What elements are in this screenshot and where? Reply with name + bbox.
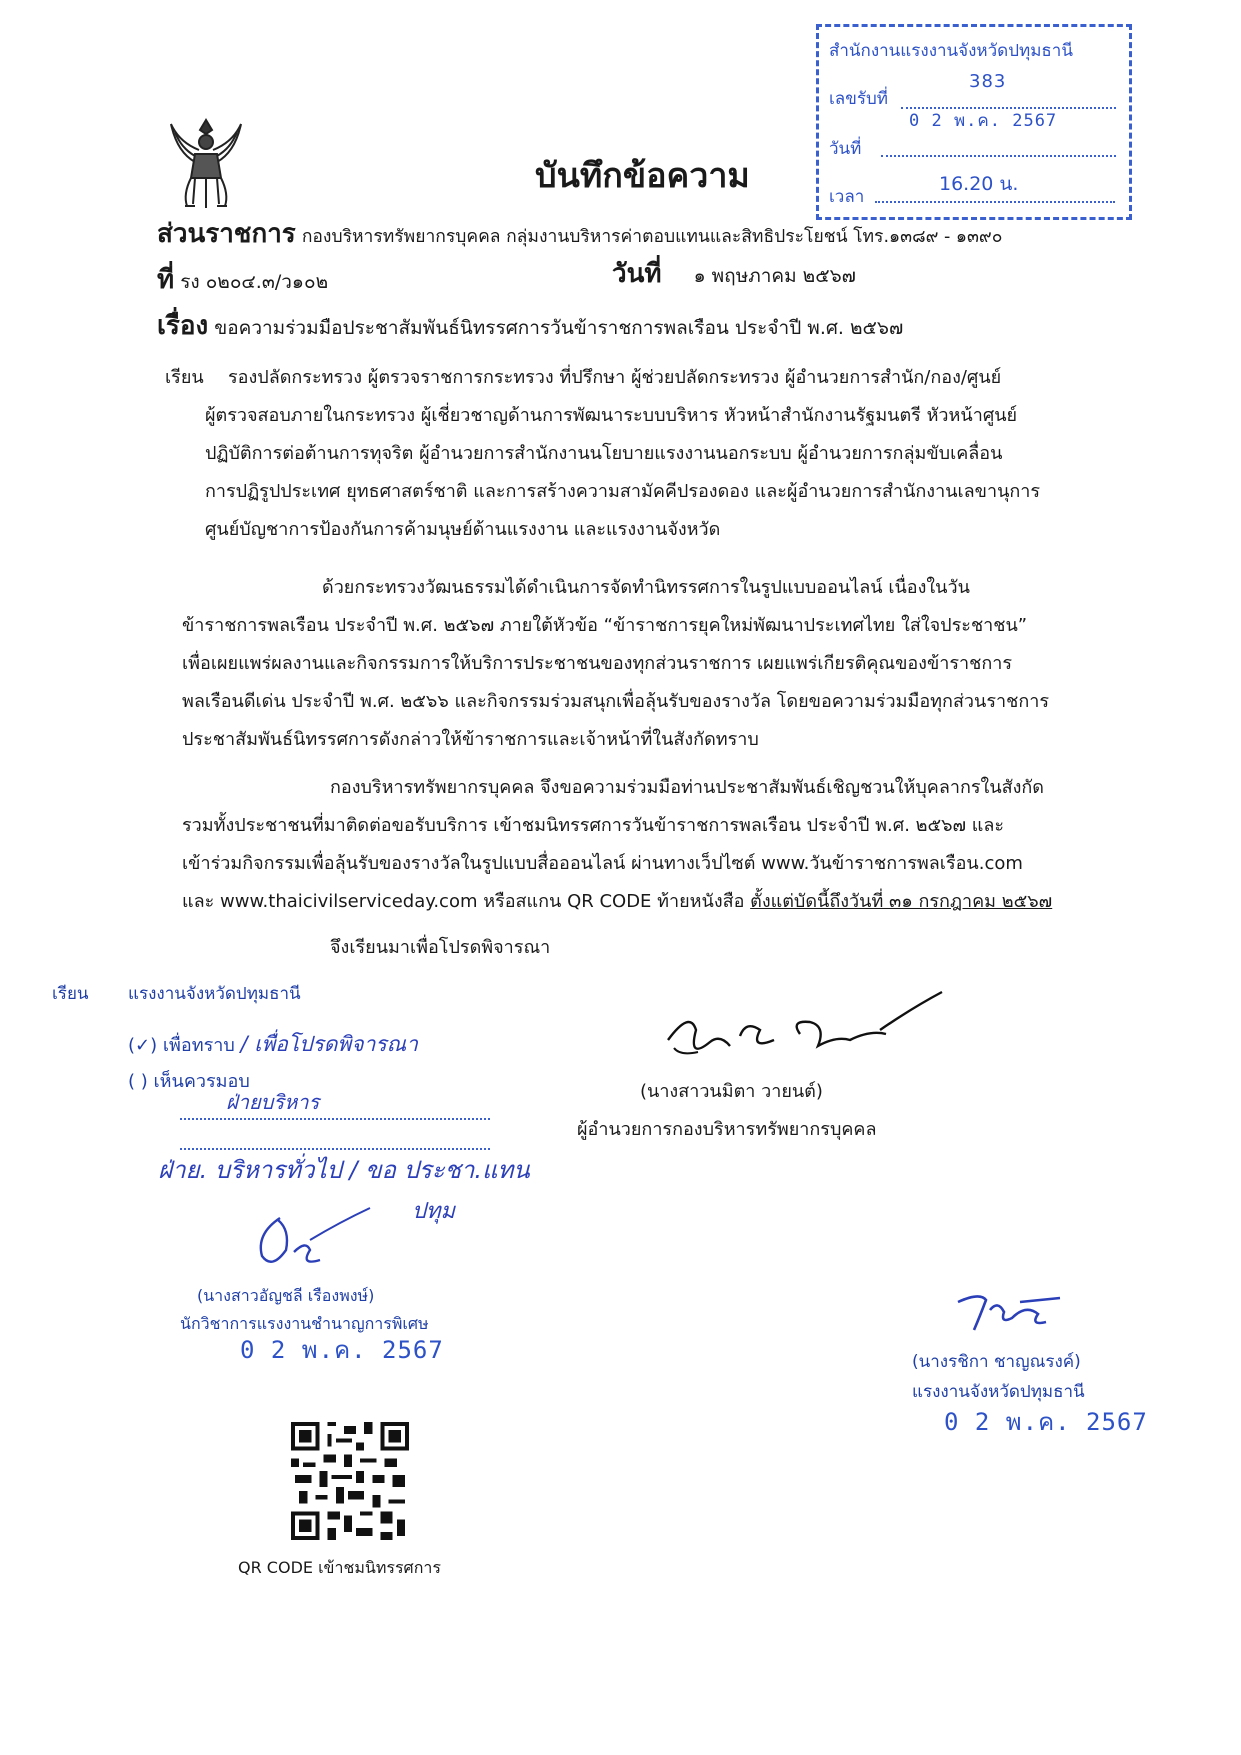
opt1-note: / เพื่อโปรดพิจารณา bbox=[240, 1032, 418, 1056]
routing-note-line-2: ปทุม bbox=[412, 1199, 455, 1224]
routing-to-label: เรียน bbox=[52, 984, 89, 1004]
opt1-label: เพื่อทราบ bbox=[162, 1035, 235, 1056]
para1-line-3: เพื่อเผยแพร่ผลงานและกิจกรรมการให้บริการประชาชนของทุกส่วนราชการ เผยแพร่เกียรติคุณของข้าราชการ bbox=[182, 653, 1013, 674]
director-signature-icon bbox=[650, 990, 950, 1080]
ref-label: ที่ bbox=[157, 265, 175, 295]
signer-name: (นางสาวนมิตา วายนต์) bbox=[640, 1081, 823, 1102]
to-line-3: ปฏิบัติการต่อต้านการทุจริต ผู้อำนวยการสำนักงานนโยบายแรงงานนอกระบบ ผู้อำนวยการกลุ่มขับเคลื่อน bbox=[205, 443, 1003, 464]
para2-line-3: เข้าร่วมกิจกรรมเพื่อลุ้นรับของรางวัลในรูปแบบสื่อออนไลน์ ผ่านทางเว็ปไซต์ www.วันข้าราชการพลเรือน.com bbox=[182, 853, 1023, 874]
stamp-office: สำนักงานแรงงานจังหวัดปทุมธานี bbox=[829, 41, 1073, 61]
date-line bbox=[612, 259, 856, 289]
para2-line-2: รวมทั้งประชาชนที่มาติดต่อขอรับบริการ เข้าชมนิทรรศการวันข้าราชการพลเรือน ประจำปี พ.ศ. ๒๕๖๗ และ bbox=[182, 815, 1005, 836]
qr-code-icon[interactable] bbox=[291, 1422, 409, 1540]
officer-signature-icon bbox=[250, 1200, 390, 1280]
date-value: ๑ พฤษภาคม ๒๕๖๗ bbox=[693, 265, 856, 287]
opt2-label: เห็นควรมอบ bbox=[153, 1071, 250, 1092]
closing-text: จึงเรียนมาเพื่อโปรดพิจารณา bbox=[330, 937, 551, 958]
opt2-note: ฝ่ายบริหาร bbox=[226, 1090, 320, 1114]
opt2-mark: ( ) bbox=[128, 1071, 148, 1092]
ref-line bbox=[157, 265, 329, 295]
subject-line bbox=[157, 311, 904, 341]
subject-label: เรื่อง bbox=[157, 311, 209, 341]
stamp-date: 0 2 พ.ค. 2567 bbox=[909, 111, 1058, 131]
stamp-receipt-no: 383 bbox=[969, 71, 1007, 92]
garuda-emblem-icon bbox=[165, 112, 247, 212]
approver-date-stamp: 0 2 พ.ค. 2567 bbox=[944, 1408, 1148, 1436]
officer-name: (นางสาวอัญชลี เรืองพงษ์) bbox=[197, 1286, 375, 1305]
stamp-receipt-label: เลขรับที่ bbox=[829, 89, 888, 109]
stamp-time-label: เวลา bbox=[829, 187, 865, 207]
receipt-stamp bbox=[816, 24, 1132, 220]
agency-value: กองบริหารทรัพยากรบุคคล กลุ่มงานบริหารค่าตอบแทนและสิทธิประโยชน์ โทร.๑๓๘๙ - ๑๓๙๐ bbox=[301, 227, 1003, 247]
para2-last-prefix: และ www.thaicivilserviceday.com หรือสแกน QR CODE ท้ายหนังสือ bbox=[182, 891, 751, 912]
para1-line-5: ประชาสัมพันธ์นิทรรศการดังกล่าวให้ข้าราชการและเจ้าหน้าที่ในสังกัดทราบ bbox=[182, 729, 759, 750]
stamp-time: 16.20 น. bbox=[939, 173, 1019, 195]
to-label: เรียน bbox=[165, 367, 204, 388]
para1-line-1: ด้วยกระทรวงวัฒนธรรมได้ดำเนินการจัดทำนิทรรศการในรูปแบบออนไลน์ เนื่องในวัน bbox=[322, 577, 970, 598]
qr-caption: QR CODE เข้าชมนิทรรศการ bbox=[238, 1558, 441, 1577]
para1-line-2: ข้าราชการพลเรือน ประจำปี พ.ศ. ๒๕๖๗ ภายใต้หัวข้อ “ข้าราชการยุคใหม่พัฒนาประเทศไทย ใส่ใจประชาชน” bbox=[182, 615, 1028, 636]
subject-value: ขอความร่วมมือประชาสัมพันธ์นิทรรศการวันข้าราชการพลเรือน ประจำปี พ.ศ. ๒๕๖๗ bbox=[214, 317, 904, 339]
officer-title: นักวิชาการแรงงานชำนาญการพิเศษ bbox=[180, 1314, 429, 1333]
routing-to: แรงงานจังหวัดปทุมธานี bbox=[128, 984, 301, 1004]
routing-note-line: ฝ่าย. บริหารทั่วไป / ขอ ประชา.แทน bbox=[158, 1156, 530, 1184]
ref-value: รง ๐๒๐๔.๓/ว๑๐๒ bbox=[180, 271, 329, 293]
agency-line bbox=[157, 219, 1003, 249]
to-line-2: ผู้ตรวจสอบภายในกระทรวง ผู้เชี่ยวชาญด้านการพัฒนาระบบบริหาร หัวหน้าสำนักงานรัฐมนตรี หัวหน้าศูนย์ bbox=[205, 405, 1018, 426]
to-line-5: ศูนย์บัญชาการป้องกันการค้ามนุษย์ด้านแรงงาน และแรงงานจังหวัด bbox=[205, 519, 721, 540]
opt1-mark: (✓) bbox=[128, 1035, 158, 1056]
approver-title: แรงงานจังหวัดปทุมธานี bbox=[912, 1382, 1085, 1402]
deadline-text: ตั้งแต่บัดนี้ถึงวันที่ ๓๑ กรกฎาคม ๒๕๖๗ bbox=[750, 891, 1053, 912]
date-label: วันที่ bbox=[612, 259, 662, 289]
to-line-1: รองปลัดกระทรวง ผู้ตรวจราชการกระทรวง ที่ปรึกษา ผู้ช่วยปลัดกระทรวง ผู้อำนวยการสำนัก/กอง/ศูนย์ bbox=[228, 367, 1002, 388]
officer-date-stamp: 0 2 พ.ค. 2567 bbox=[240, 1336, 444, 1364]
stamp-date-label: วันที่ bbox=[829, 139, 862, 159]
para2-line-1: กองบริหารทรัพยากรบุคคล จึงขอความร่วมมือท่านประชาสัมพันธ์เชิญชวนให้บุคลากรในสังกัด bbox=[330, 777, 1044, 798]
memo-title: บันทึกข้อความ bbox=[535, 156, 750, 196]
approver-name: (นางรชิกา ชาญณรงค์) bbox=[912, 1352, 1081, 1372]
approver-signature-icon bbox=[950, 1288, 1070, 1338]
routing-option-acknowledge bbox=[128, 1032, 418, 1058]
to-line-4: การปฏิรูปประเทศ ยุทธศาสตร์ชาติ และการสร้างความสามัคคีปรองดอง และผู้อำนวยการสำนักงานเลขานุการ bbox=[205, 481, 1041, 502]
para1-line-4: พลเรือนดีเด่น ประจำปี พ.ศ. ๒๕๖๖ และกิจกรรมร่วมสนุกเพื่อลุ้นรับของรางวัล โดยขอความร่วมมือทุกส่วนราชการ bbox=[182, 691, 1050, 712]
agency-label: ส่วนราชการ bbox=[157, 219, 296, 249]
para2-line-4 bbox=[182, 890, 1052, 914]
signer-title: ผู้อำนวยการกองบริหารทรัพยากรบุคคล bbox=[577, 1119, 877, 1140]
